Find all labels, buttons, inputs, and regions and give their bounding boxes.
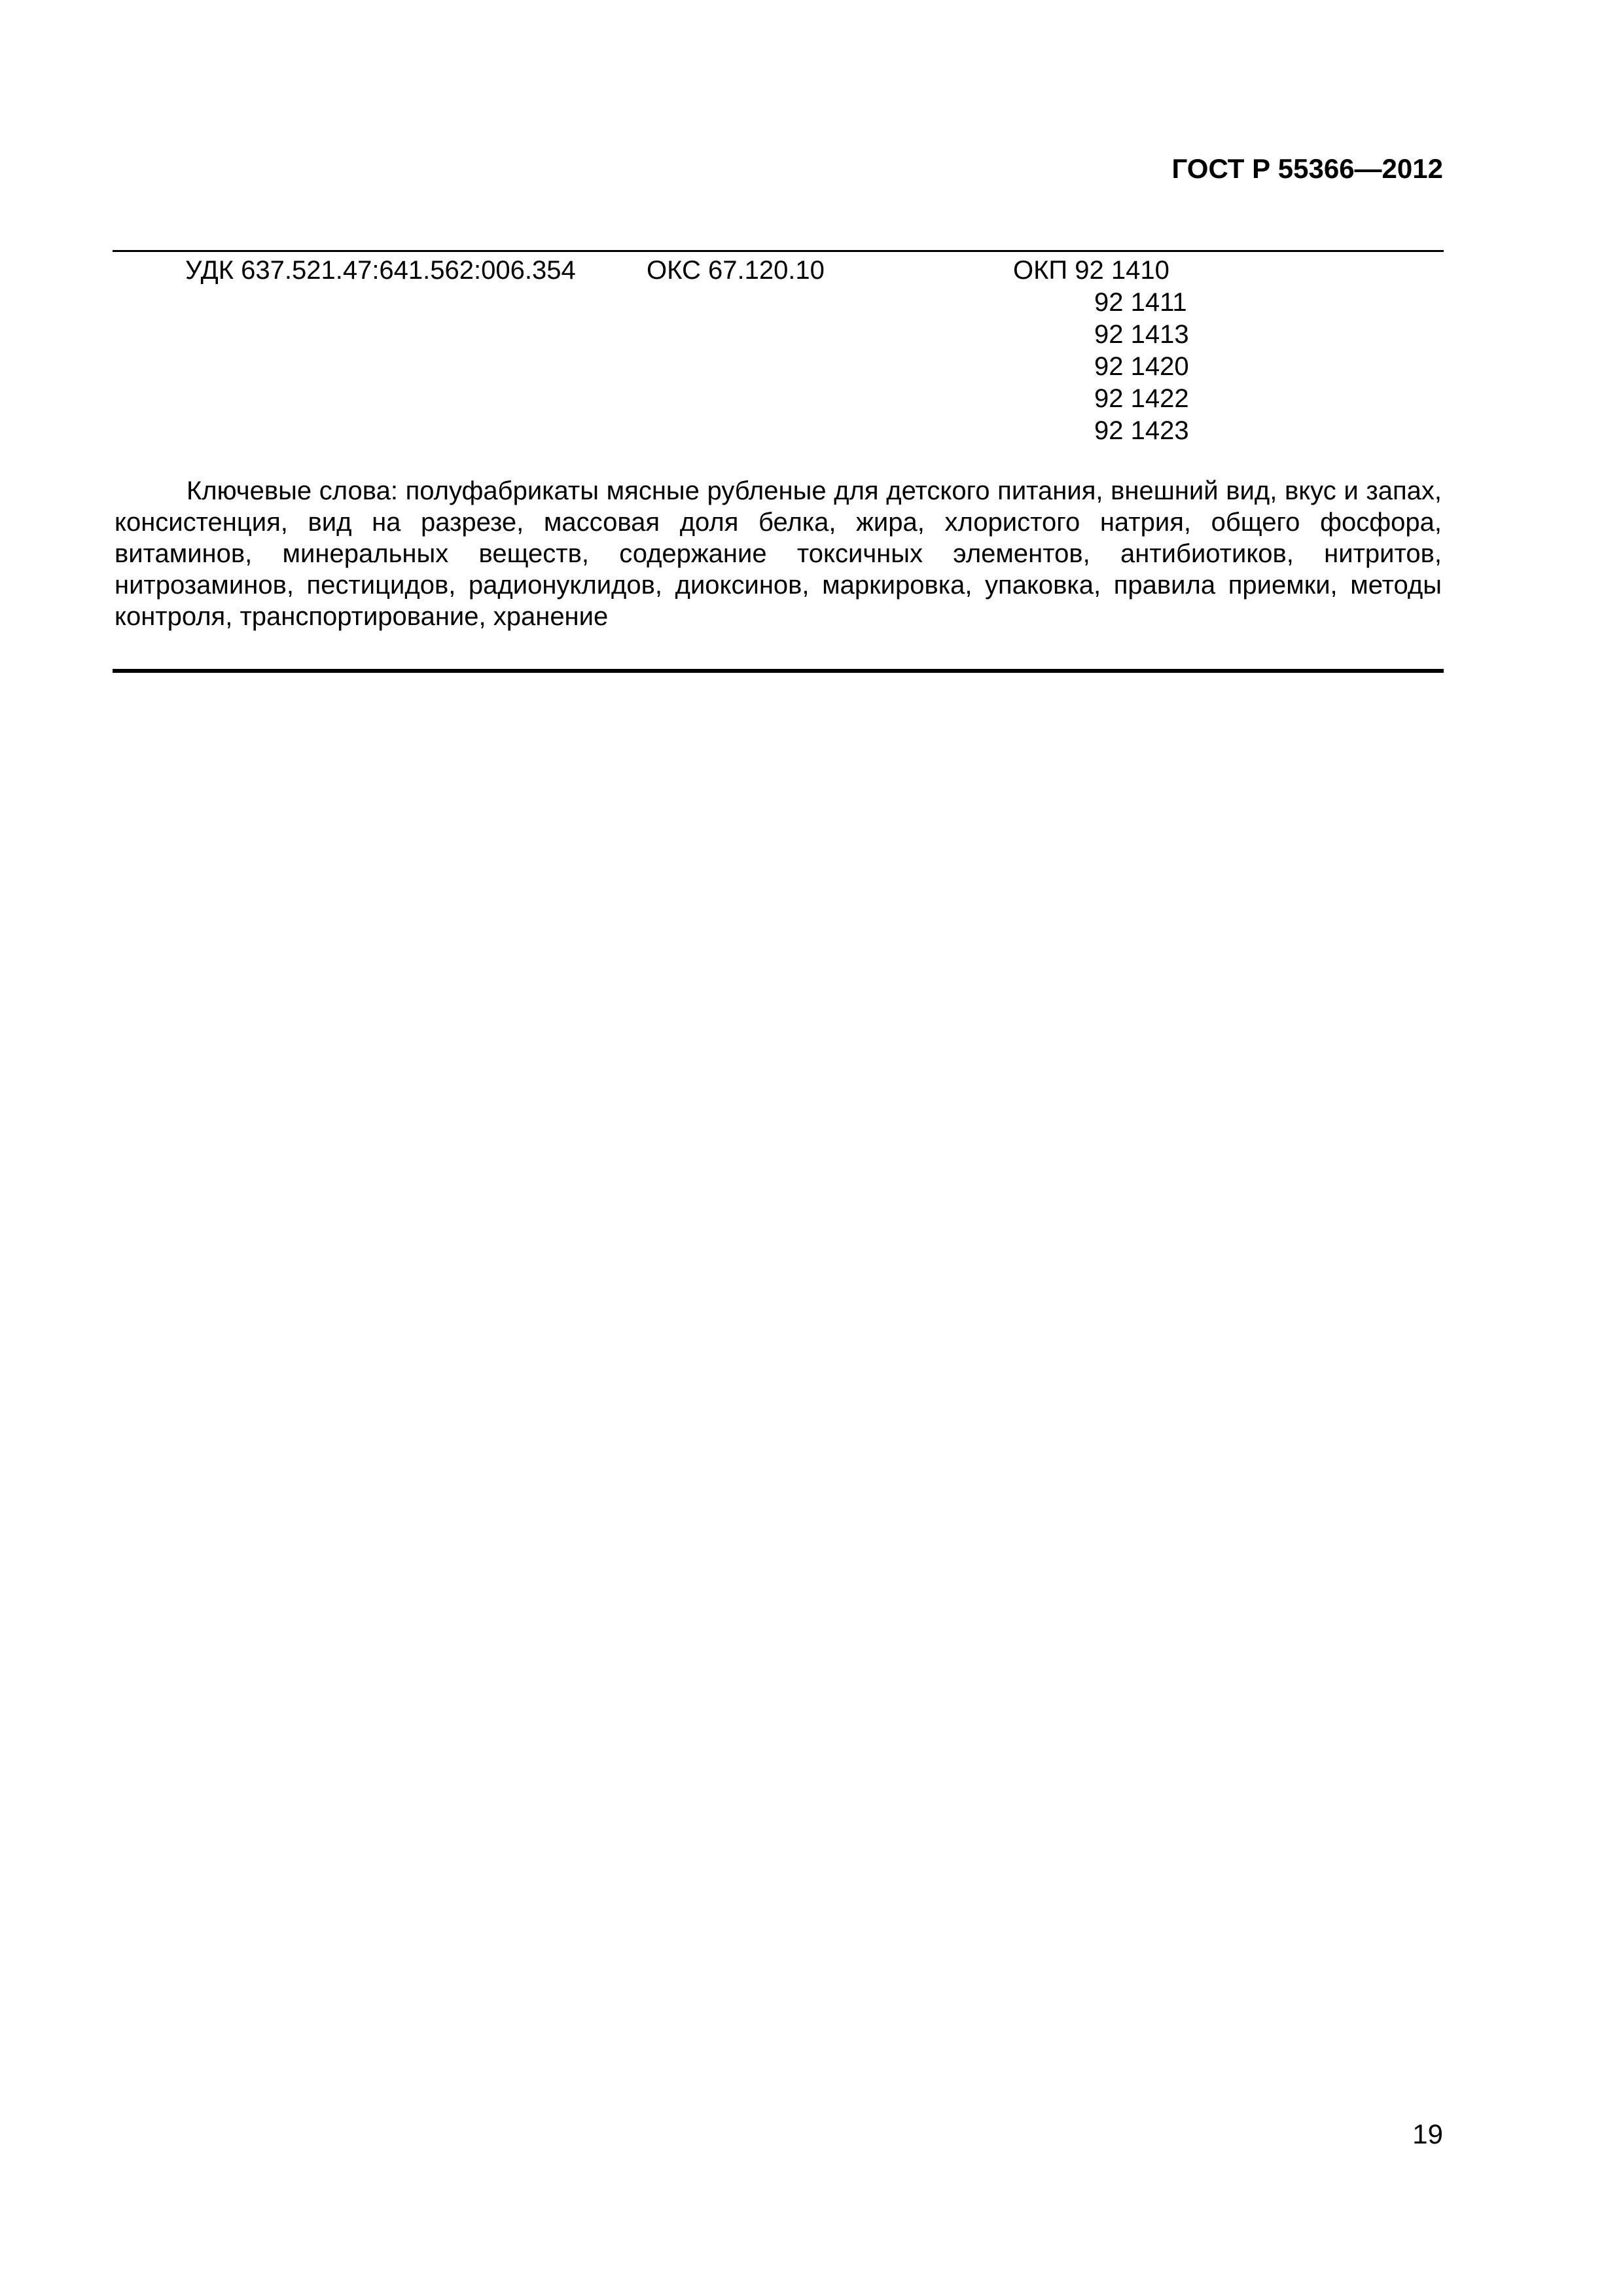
okp-code: 92 1413 xyxy=(1094,320,1189,349)
okp-code: 92 1423 xyxy=(1094,416,1189,445)
keywords-paragraph: Ключевые слова: полуфабрикаты мясные рубленые для детского питания, внешний вид, вкус и запах, консистенция, вид на разрезе, массовая доля белка, жира, хлористого натрия, общего фосфора, витаминов, минеральных веществ, содержание токсичных элементов, антибиотиков, нитритов, нитрозаминов, пестицидов, радионуклидов, диоксинов, маркировка, упаковка, правила приемки, методы контроля, транспортирование, хранение xyxy=(115,476,1442,631)
okp-code: 92 1420 xyxy=(1094,352,1189,381)
top-divider xyxy=(113,250,1444,252)
page-number: 19 xyxy=(1412,2119,1443,2149)
oks-code: ОКС 67.120.10 xyxy=(647,256,825,285)
okp-code: 92 1422 xyxy=(1094,384,1189,413)
okp-code: 92 1411 xyxy=(1094,288,1187,317)
okp-code-first: ОКП 92 1410 xyxy=(1013,256,1169,285)
okp-code-list xyxy=(1094,287,1189,447)
bottom-divider xyxy=(113,669,1444,673)
udk-code: УДК 637.521.47:641.562:006.354 xyxy=(185,256,576,285)
standard-code: ГОСТ Р 55366—2012 xyxy=(1171,153,1443,184)
